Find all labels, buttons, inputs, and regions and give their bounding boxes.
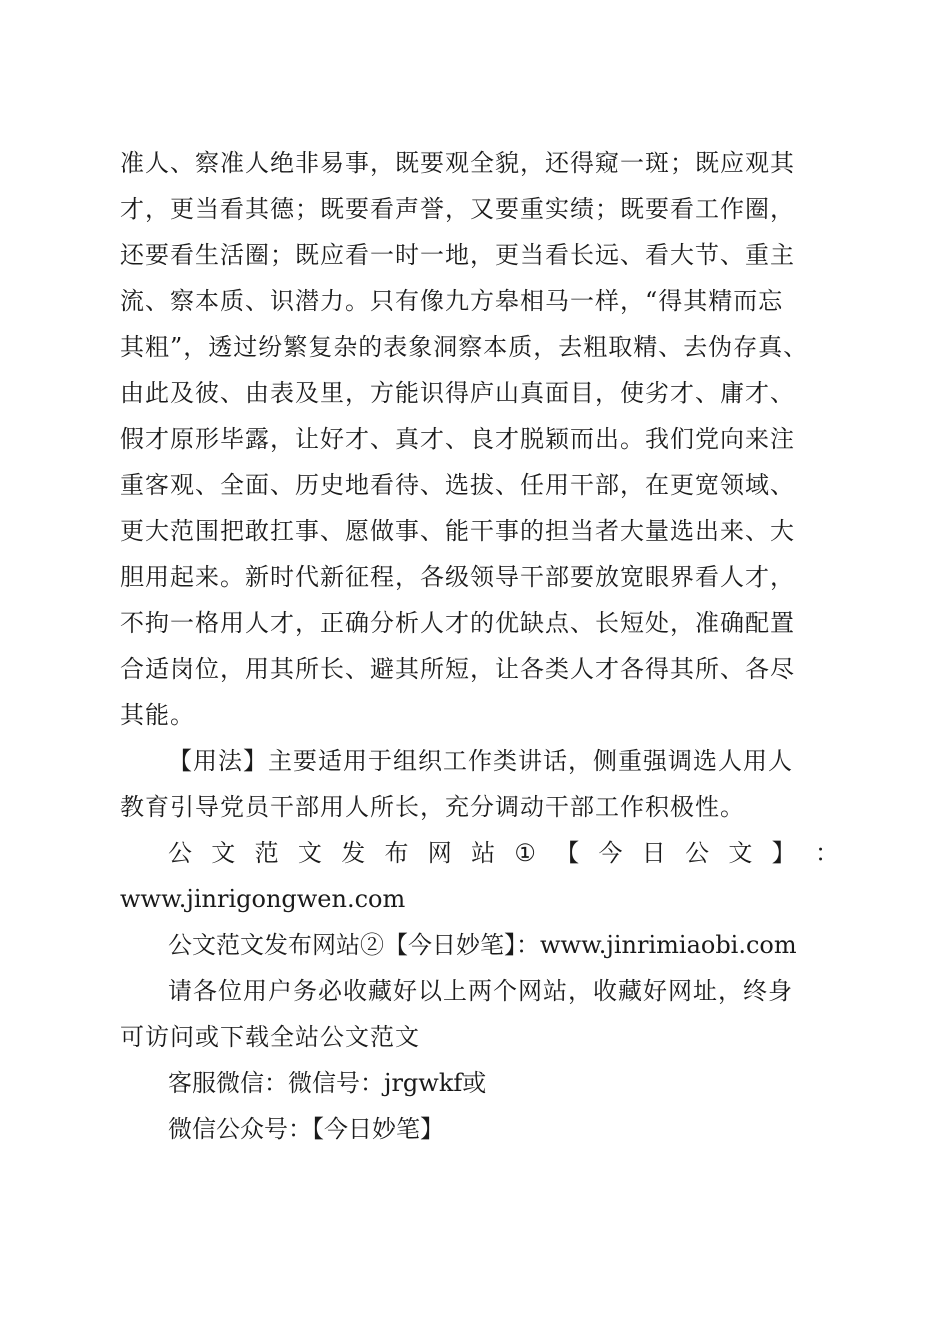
- site-one-char: 今: [598, 839, 624, 867]
- wechat-official-account: 微信公众号：【今日妙笔】: [168, 1115, 444, 1143]
- site-one-char: 【: [555, 839, 581, 867]
- site-one-char: ：: [814, 839, 840, 867]
- site-one-char: 日: [641, 839, 667, 867]
- site-one-char: 文: [728, 839, 754, 867]
- paragraph-line: 其能。: [120, 701, 195, 729]
- paragraph-line: 其粗”，透过纷繁复杂的表象洞察本质，去粗取精、去伪存真、: [120, 333, 809, 361]
- site-one-char: ①: [514, 839, 537, 867]
- document-body: [120, 140, 840, 1152]
- site-one-char: 文: [297, 839, 323, 867]
- paragraph-line: 流、察本质、识潜力。只有像九方皋相马一样，“得其精而忘: [120, 287, 784, 315]
- site-one-char: 】: [771, 839, 797, 867]
- bookmark-line: 请各位用户务必收藏好以上两个网站，收藏好网址，终身: [168, 977, 793, 1005]
- paragraph-line: 重客观、全面、历史地看待、选拔、任用干部，在更宽领域、: [120, 471, 795, 499]
- paragraph-line: 胆用起来。新时代新征程，各级领导干部要放宽眼界看人才，: [120, 563, 795, 591]
- site-one-char: 站: [471, 839, 497, 867]
- paragraph-line: 才，更当看其德；既要看声誉，又要重实绩；既要看工作圈，: [120, 195, 795, 223]
- bookmark-notice: [120, 968, 840, 1060]
- usage-paragraph: [120, 738, 840, 830]
- paragraph-line: 合适岗位，用其所长、避其所短，让各类人才各得其所、各尽: [120, 655, 795, 683]
- usage-line: 教育引导党员干部用人所长，充分调动干部工作积极性。: [120, 793, 745, 821]
- paragraph-line: 更大范围把敢扛事、愿做事、能干事的担当者大量选出来、大: [120, 517, 795, 545]
- paragraph-line: 假才原形毕露，让好才、真才、良才脱颖而出。我们党向来注: [120, 425, 795, 453]
- site-one-notice: [120, 830, 840, 922]
- site-one-heading: [120, 830, 840, 876]
- paragraph-line: 由此及彼、由表及里，方能识得庐山真面目，使劣才、庸才、: [120, 379, 795, 407]
- site-one-char: 公: [168, 839, 193, 867]
- site-one-char: 网: [427, 839, 453, 867]
- site-one-char: 范: [254, 839, 280, 867]
- site-one-char: 布: [384, 839, 410, 867]
- customer-service-wechat: 客服微信：微信号：jrgwkf或: [168, 1069, 487, 1097]
- paragraph-line: 还要看生活圈；既应看一时一地，更当看长远、看大节、重主: [120, 241, 795, 269]
- paragraph-line: 不拘一格用人才，正确分析人才的优缺点、长短处，准确配置: [120, 609, 795, 637]
- site-two-notice: 公文范文发布网站②【今日妙笔】：www.jinrimiaobi.com: [168, 931, 797, 959]
- site-one-char: 发: [341, 839, 367, 867]
- paragraph-line: 准人、察准人绝非易事，既要观全貌，还得窥一斑；既应观其: [120, 149, 795, 177]
- main-paragraph: [120, 140, 840, 738]
- site-one-char: 文: [211, 839, 237, 867]
- site-one-char: 公: [685, 839, 711, 867]
- site-one-url: www.jinrigongwen.com: [120, 885, 406, 913]
- usage-line: 【用法】主要适用于组织工作类讲话，侧重强调选人用人: [168, 747, 793, 775]
- bookmark-line: 可访问或下载全站公文范文: [120, 1023, 420, 1051]
